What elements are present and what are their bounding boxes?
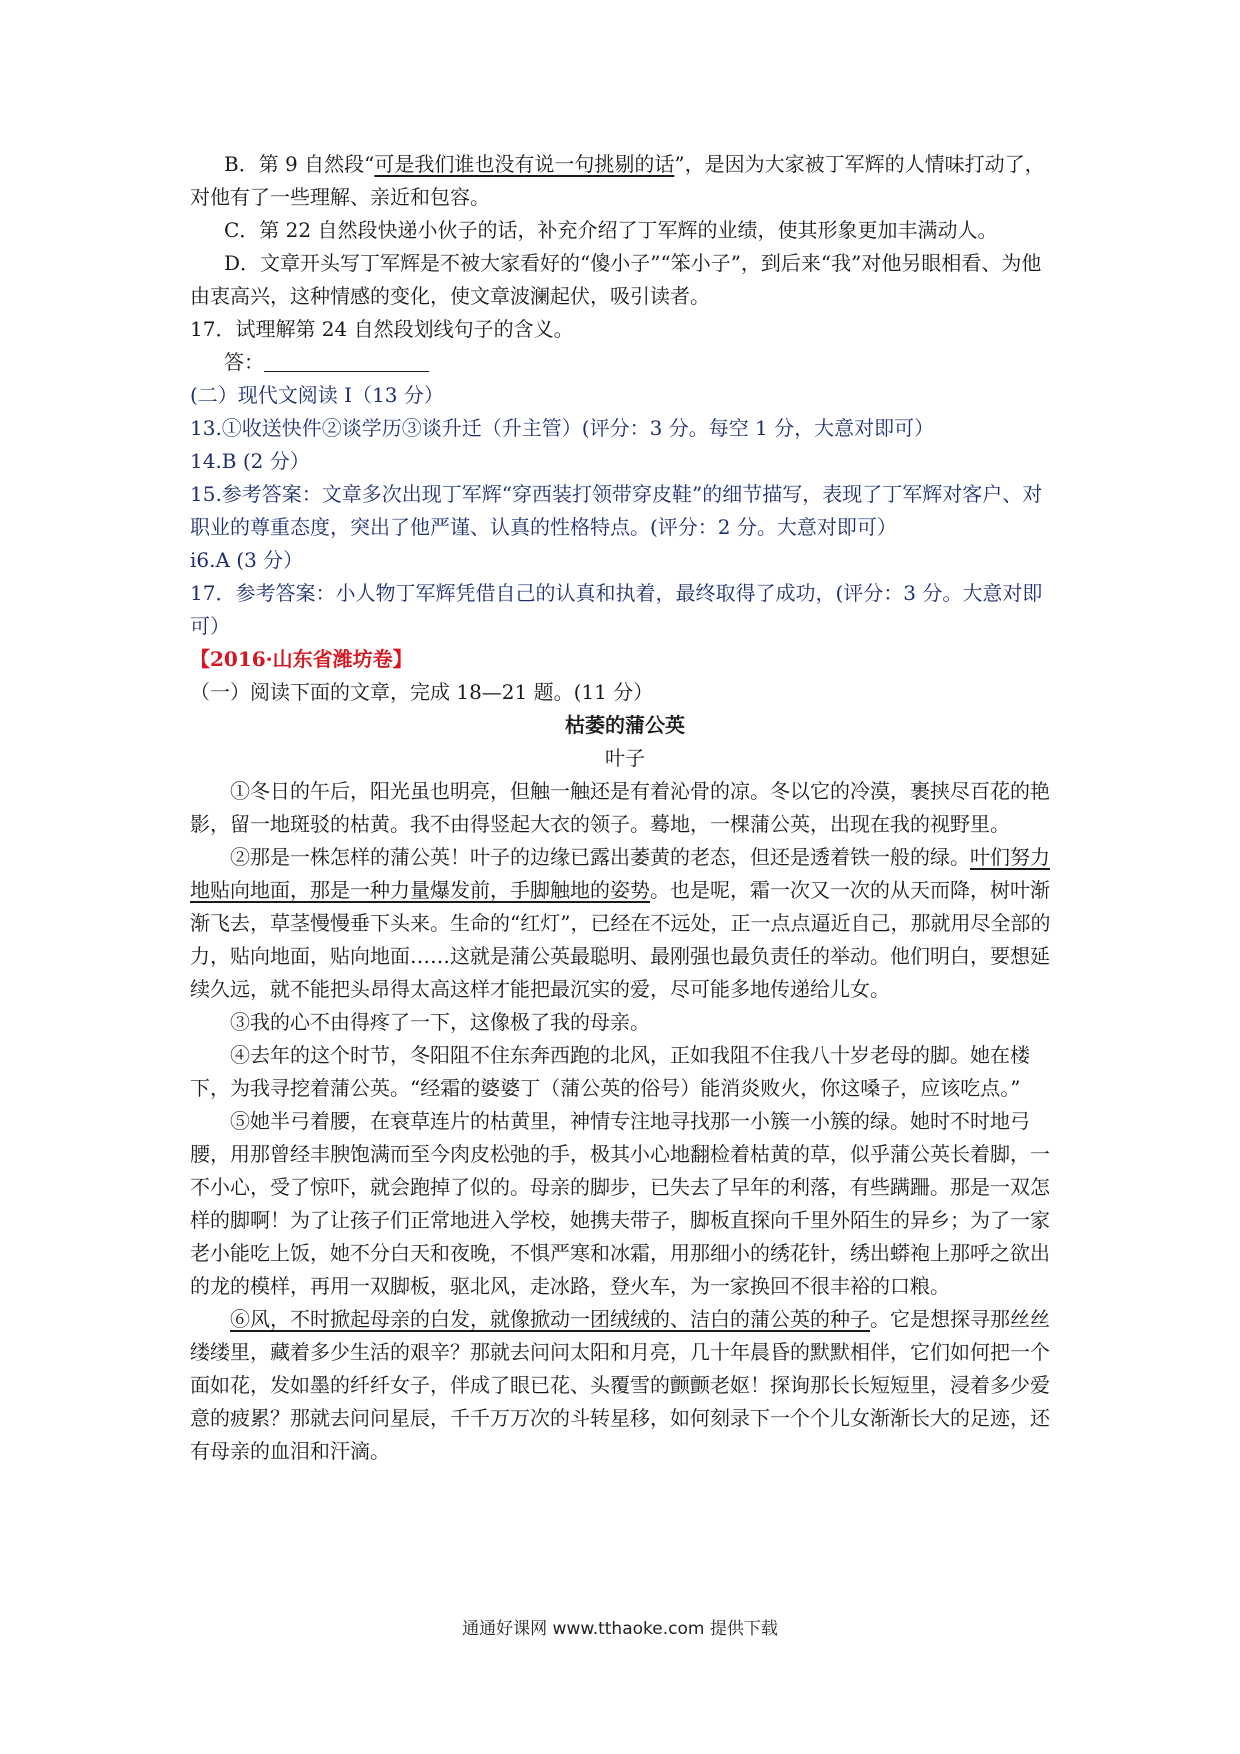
reading-instruction: （一）阅读下面的文章，完成 18—21 题。(11 分） [190,680,654,704]
paragraph-2-start: ②那是一株怎样的蒲公英！叶子的边缘已露出萎黄的老态，但还是透着铁一般的绿。 [230,845,970,869]
option-c: C．第 22 自然段快递小伙子的话，补充介绍了丁军辉的业绩，使其形象更加丰满动人。 [224,218,998,242]
article-author: 叶子 [605,746,645,770]
answer-15: 15.参考答案：文章多次出现丁军辉“穿西装打领带穿皮鞋”的细节描写，表现了丁军辉对客户、对职业的尊重态度，突出了他严谨、认真的性格特点。(评分：2 分。大意对即可） [190,482,1043,539]
option-b-prefix: B．第 9 自然段“ [224,152,375,176]
document-page [190,148,1060,1468]
paragraph-6-underlined: ⑥风，不时掀起母亲的白发，就像掀动一团绒绒的、洁白的蒲公英的种子 [230,1307,870,1331]
answer-17: 17．参考答案：小人物丁军辉凭借自己的认真和执着，最终取得了成功，(评分：3 分。大意对即可） [190,581,1043,638]
paragraph-6 [190,1303,1060,1468]
section-tag: 【2016·山东省潍坊卷】 [190,647,413,671]
option-b [190,148,1060,214]
question-17: 17．试理解第 24 自然段划线句子的含义。 [190,317,574,341]
paragraph-2-end: 。也是呢，霜一次又一次的从天而降，树叶渐渐飞去，草茎慢慢垂下头来。生命的“红灯”，已经在不远处，正一点点逼近自己，那就用尽全部的力，贴向地面，贴向地面……这就是蒲公英最聪明、最刚强也最负责任的举动。他们明白，要想延续久远，就不能把头昂得太高这样才能把最沉实的爱，尽可能多地传递给儿女。 [190,878,1051,1001]
answers-heading: (二）现代文阅读 I（13 分） [190,383,444,407]
page-footer: 通通好课网 www.tthaoke.com 提供下载 [462,1619,778,1639]
option-d: D．文章开头写丁军辉是不被大家看好的“傻小子”“笨小子”，到后来“我”对他另眼相看、为他由衷高兴，这种情感的变化，使文章波澜起伏，吸引读者。 [190,251,1042,308]
paragraph-5: ⑤她半弓着腰，在衰草连片的枯黄里，神情专注地寻找那一小簇一小簇的绿。她时不时地弓腰，用那曾经丰腴饱满而至今肉皮松弛的手，极其小心地翻检着枯黄的草，似乎蒲公英长着脚，一不小心，受了惊吓，就会跑掉了似的。母亲的脚步，已失去了早年的利落，有些蹒跚。那是一双怎样的脚啊！为了让孩子们正常地进入学校，她携夫带子，脚板直探向千里外陌生的异乡；为了一家老小能吃上饭，她不分白天和夜晚，不惧严寒和冰霜，用那细小的绣花针，绣出蟒袍上那呼之欲出的龙的模样，再用一双脚板，驱北风，走冰路，登火车，为一家换回不很丰裕的口粮。 [190,1109,1050,1298]
option-b-quote: 可是我们谁也没有说一句挑剔的话 [374,152,675,176]
paragraph-2 [190,841,1060,1006]
paragraph-1: ①冬日的午后，阳光虽也明亮，但触一触还是有着沁骨的凉。冬以它的冷漠，裹挟尽百花的艳影，留一地斑驳的枯黄。我不由得竖起大衣的领子。蓦地，一棵蒲公英，出现在我的视野里。 [190,779,1050,836]
paragraph-2-underlined: 叶们努力地贴向地面，那是一种力量爆发前，手脚触地的姿势 [190,845,1050,902]
paragraph-4: ④去年的这个时节，冬阳阻不住东奔西跑的北风，正如我阻不住我八十岁老母的脚。她在楼下，为我寻挖着蒲公英。“经霜的婆婆丁（蒲公英的俗号）能消炎败火，你这嗓子，应该吃点。” [190,1043,1030,1100]
answer-label: 答： [224,350,264,374]
answer-blank[interactable] [264,347,429,372]
answer-13: 13.①收送快件②谈学历③谈升迁（升主管）(评分：3 分。每空 1 分，大意对即可） [190,416,935,440]
option-b-suffix: ”，是因为大家被丁军辉的人情味打动了，对他有了一些理解、亲近和包容。 [190,152,1045,209]
answer-16: i6.A (3 分） [190,548,304,572]
paragraph-6-end: 。它是想探寻那丝丝缕缕里，藏着多少生活的艰辛？那就去问问太阳和月亮，几十年晨昏的默默相伴，它们如何把一个面如花，发如墨的纤纤女子，伴成了眼已花、头覆雪的颤颤老妪！探询那长长短短里，浸着多少爱意的疲累？那就去问问星辰，千千万万次的斗转星移，如何刻录下一个个儿女渐渐长大的足迹，还有母亲的血泪和汗滴。 [190,1307,1050,1463]
answer-14: 14.B (2 分） [190,449,310,473]
answer-line [190,346,1060,379]
article-title: 枯萎的蒲公英 [565,713,685,737]
paragraph-3: ③我的心不由得疼了一下，这像极了我的母亲。 [230,1010,650,1034]
